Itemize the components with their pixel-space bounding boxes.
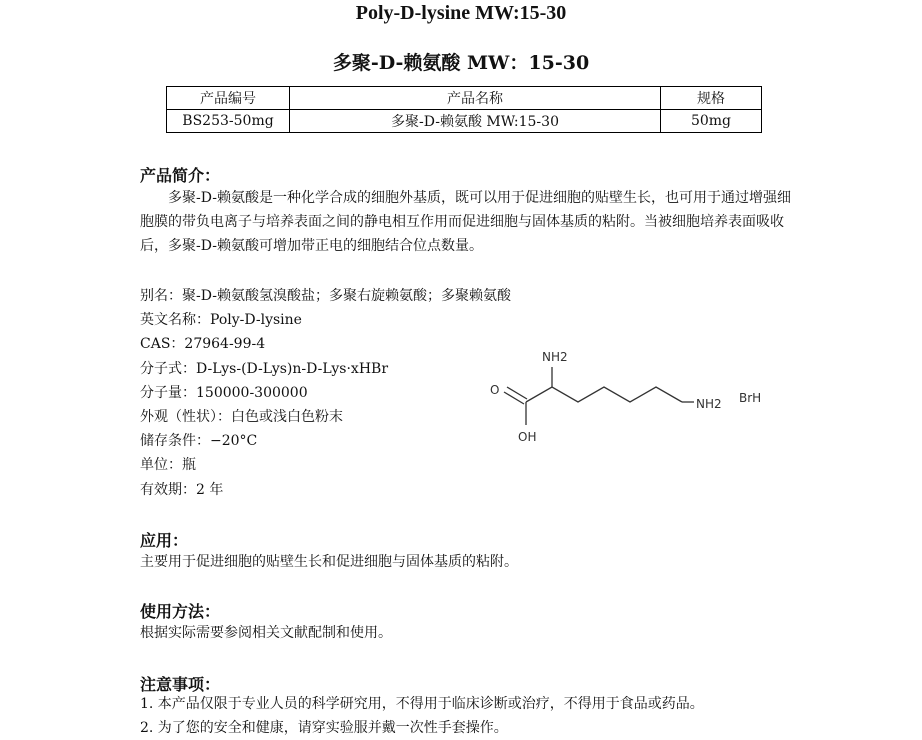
header-product-code: 产品编号: [167, 87, 290, 110]
intro-paragraph: 多聚-D-赖氨酸是一种化学合成的细胞外基质，既可以用于促进细胞的贴壁生长，也可用于通过增强细胞膜的带负电离子与培养表面之间的静电相互作用而促进细胞与固体基质的粘附。当被细胞培养表面吸收后，多聚-D-赖氨酸可增加带正电的细胞结合位点数量。: [140, 190, 791, 254]
cell-spec: 50mg: [661, 110, 762, 133]
carbonyl-o-label: O: [490, 383, 500, 397]
nh2-label-end: NH2: [696, 397, 722, 411]
application-heading: 应用：: [140, 531, 189, 550]
usage-text: 根据实际需要参阅相关文献配制和使用。: [140, 625, 392, 641]
prop-cas: CAS：27964-99-4: [140, 336, 266, 353]
prop-appearance: 外观（性状）：白色或浅白色粉末: [140, 409, 343, 426]
notes-heading: 注意事项：: [140, 675, 221, 694]
product-table: [166, 86, 762, 133]
table-row: [167, 110, 762, 133]
prop-shelf-life: 有效期：2 年: [140, 481, 224, 498]
document-title-en: Poly-D-lysine MW:15-30: [355, 2, 567, 24]
application-text: 主要用于促进细胞的贴壁生长和促进细胞与固体基质的粘附。: [140, 554, 518, 570]
cell-product-code: BS253-50mg: [167, 110, 290, 133]
note-item-1: 1. 本产品仅限于专业人员的科学研究用，不得用于临床诊断或治疗，不得用于食品或药品。: [140, 696, 704, 712]
cell-product-name: 多聚-D-赖氨酸 MW:15-30: [290, 110, 661, 133]
prop-alias: 别名：聚-D-赖氨酸氢溴酸盐；多聚右旋赖氨酸；多聚赖氨酸: [140, 288, 511, 304]
usage-heading: 使用方法：: [140, 602, 221, 621]
notes-list: [140, 692, 840, 740]
header-spec: 规格: [661, 87, 762, 110]
prop-formula: 分子式：D-Lys-(D-Lys)n-D-Lys·xHBr: [140, 360, 389, 377]
nh2-label-top: NH2: [542, 350, 568, 364]
intro-heading: 产品简介：: [140, 166, 221, 185]
prop-storage: 储存条件：−20°C: [140, 433, 258, 450]
document-title-cn: 多聚-D-赖氨酸 MW：15-30: [332, 52, 590, 74]
table-header-row: [167, 87, 762, 110]
header-product-name: 产品名称: [290, 87, 661, 110]
property-list: [140, 284, 511, 502]
prop-english-name: 英文名称：Poly-D-lysine: [140, 312, 302, 329]
hbr-label: BrH: [739, 391, 762, 405]
chemical-structure: [480, 345, 780, 455]
note-item-2: 2. 为了您的安全和健康，请穿实验服并戴一次性手套操作。: [140, 720, 508, 736]
prop-molecular-weight: 分子量：150000-300000: [140, 384, 308, 401]
prop-unit: 单位：瓶: [140, 457, 196, 474]
hydroxyl-label: OH: [518, 430, 537, 444]
structure-bonds: [504, 367, 694, 425]
